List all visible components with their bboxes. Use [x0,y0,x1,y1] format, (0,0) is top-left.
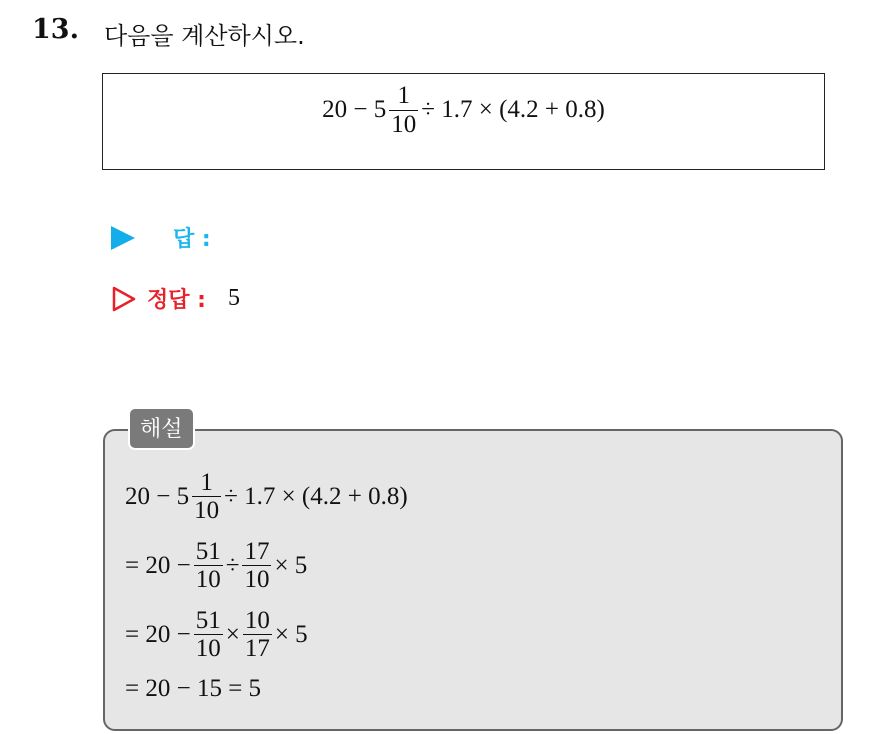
solution-line-3 [125,600,408,669]
answer-key-label: 정답 : [147,288,206,313]
solution-line-4 [125,669,408,709]
expr-after: ÷ 1.7 × (4.2 + 0.8) [421,96,605,123]
answer-label: 답 : [173,227,211,252]
expr-tail: × 5 [274,551,308,579]
frac-numerator: 10 [244,606,270,634]
solution-line-2 [125,531,408,600]
frac-denominator: 10 [391,110,417,138]
fraction [243,607,272,663]
expr-before: 20 − 5 [322,96,387,123]
answer-key-row [111,283,240,314]
solution-lines [125,462,408,709]
fraction [194,538,223,594]
mixed-fraction [389,82,418,138]
expr-lead: = 20 − [125,551,191,579]
solution-tag: 해설 [128,407,195,450]
operator: × [225,620,240,648]
answer-key-value: 5 [227,285,240,311]
answer-row [111,222,211,253]
mixed-fraction [192,469,221,525]
question-number: 13. [32,14,79,45]
expr-result: = 20 − 15 = 5 [125,675,262,702]
frac-numerator: 1 [200,468,213,496]
frac-numerator: 51 [195,537,221,565]
frac-numerator: 17 [244,537,270,565]
problem-box [102,73,825,170]
question-prompt: 다음을 계산하시오. [104,22,305,50]
frac-denominator: 10 [195,566,221,593]
expr-before: 20 − 5 [125,482,190,510]
frac-denominator: 10 [194,497,220,524]
frac-denominator: 10 [195,635,221,662]
frac-denominator: 10 [244,566,270,593]
frac-numerator: 51 [195,606,221,634]
play-triangle-icon [111,226,135,250]
problem-expression [103,82,824,138]
frac-numerator: 1 [397,82,411,109]
expr-lead: = 20 − [125,620,191,648]
fraction [242,538,271,594]
fraction [194,607,223,663]
expr-tail: × 5 [274,620,308,648]
frac-denominator: 17 [244,635,270,662]
expr-after: ÷ 1.7 × (4.2 + 0.8) [224,482,408,510]
operator: ÷ [225,551,240,579]
outline-triangle-icon [111,286,137,312]
solution-line-1 [125,462,408,531]
